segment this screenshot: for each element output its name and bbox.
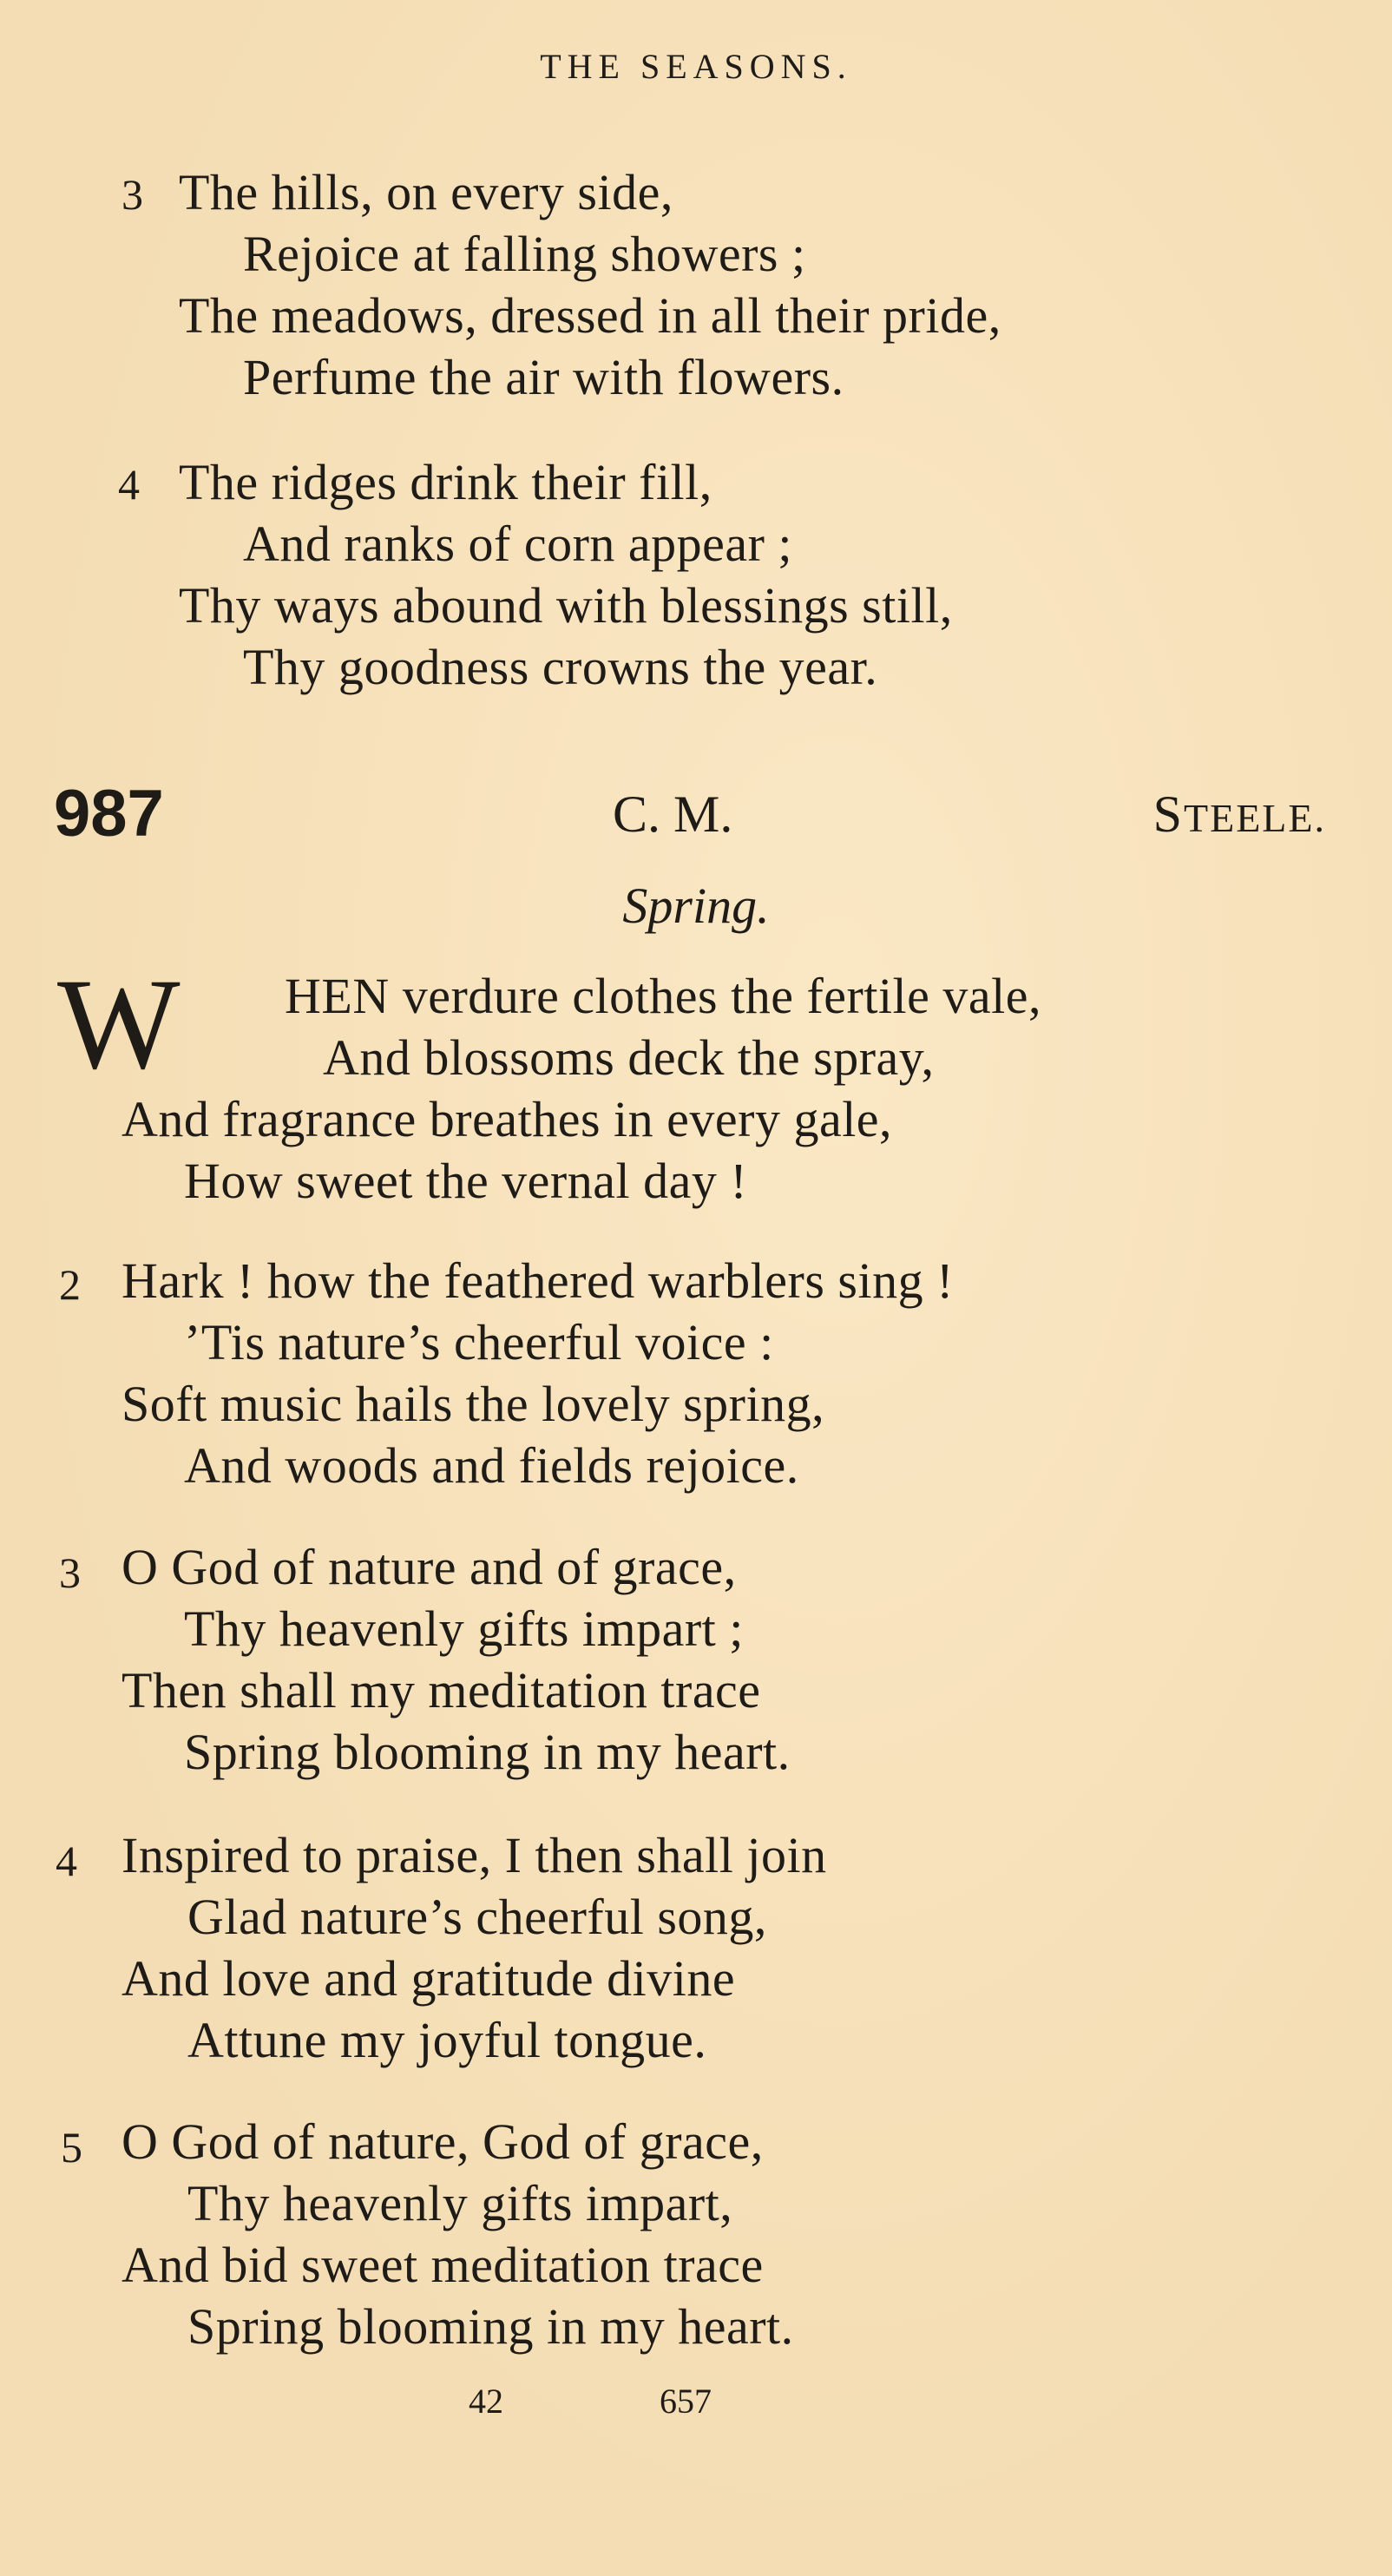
verse-line: And bid sweet meditation trace [121,2237,764,2293]
verse-number: 5 [61,2123,82,2172]
verse-line: The ridges drink their fill, [179,454,712,510]
verse-line: And woods and fields rejoice. [184,1437,799,1494]
verse-number: 3 [121,170,143,219]
verse-number: 4 [56,1837,77,1885]
verse-line: Thy heavenly gifts impart, [187,2175,733,2231]
hymn-meter: C. M. [613,785,733,843]
verse-line: Glad nature’s cheerful song, [187,1889,767,1945]
verse-line: Perfume the air with flowers. [243,349,844,405]
drop-cap: W [57,952,177,1096]
verse-line: The hills, on every side, [179,164,673,220]
verse-line: HEN verdure clothes the fertile vale, [285,968,1042,1024]
author-initial: S [1152,785,1184,843]
verse-line: Rejoice at falling showers ; [243,226,806,282]
verse-line: Spring blooming in my heart. [187,2298,794,2355]
verse-number: 2 [59,1260,81,1309]
verse-line: And ranks of corn appear ; [243,516,793,572]
verse-line: Thy heavenly gifts impart ; [184,1600,744,1657]
verse-line: The meadows, dressed in all their pride, [179,287,1001,344]
verse-line: Then shall my meditation trace [121,1662,761,1718]
verse-number: 3 [59,1548,81,1597]
verse-line: Inspired to praise, I then shall join [121,1827,827,1883]
hymn-number: 987 [54,777,164,851]
verse-line: O God of nature and of grace, [121,1539,737,1595]
verse-line: Spring blooming in my heart. [184,1724,791,1780]
hymn-title: Spring. [622,877,770,934]
verse-line: And love and gratitude divine [121,1950,736,2007]
page-number: 657 [660,2382,712,2421]
verse-line: And fragrance breathes in every gale, [121,1091,893,1147]
verse-line: Thy ways abound with blessings still, [179,577,953,634]
verse-number: 4 [118,460,140,509]
author-rest: TEELE. [1184,796,1326,840]
verse-line: Thy goodness crowns the year. [243,639,878,695]
verse-line: O God of nature, God of grace, [121,2113,764,2170]
verse-line: ’Tis nature’s cheerful voice : [184,1314,774,1370]
running-head: THE SEASONS. [540,47,852,86]
verse-line: And blossoms deck the spray, [323,1029,935,1086]
verse-line: Hark ! how the feathered warblers sing ! [121,1252,954,1309]
verse-line: Soft music hails the lovely spring, [121,1376,825,1432]
hymn-author [1153,779,1326,853]
signature-mark: 42 [469,2382,503,2421]
verse-line: How sweet the vernal day ! [184,1153,748,1209]
verse-line: Attune my joyful tongue. [187,2012,707,2068]
